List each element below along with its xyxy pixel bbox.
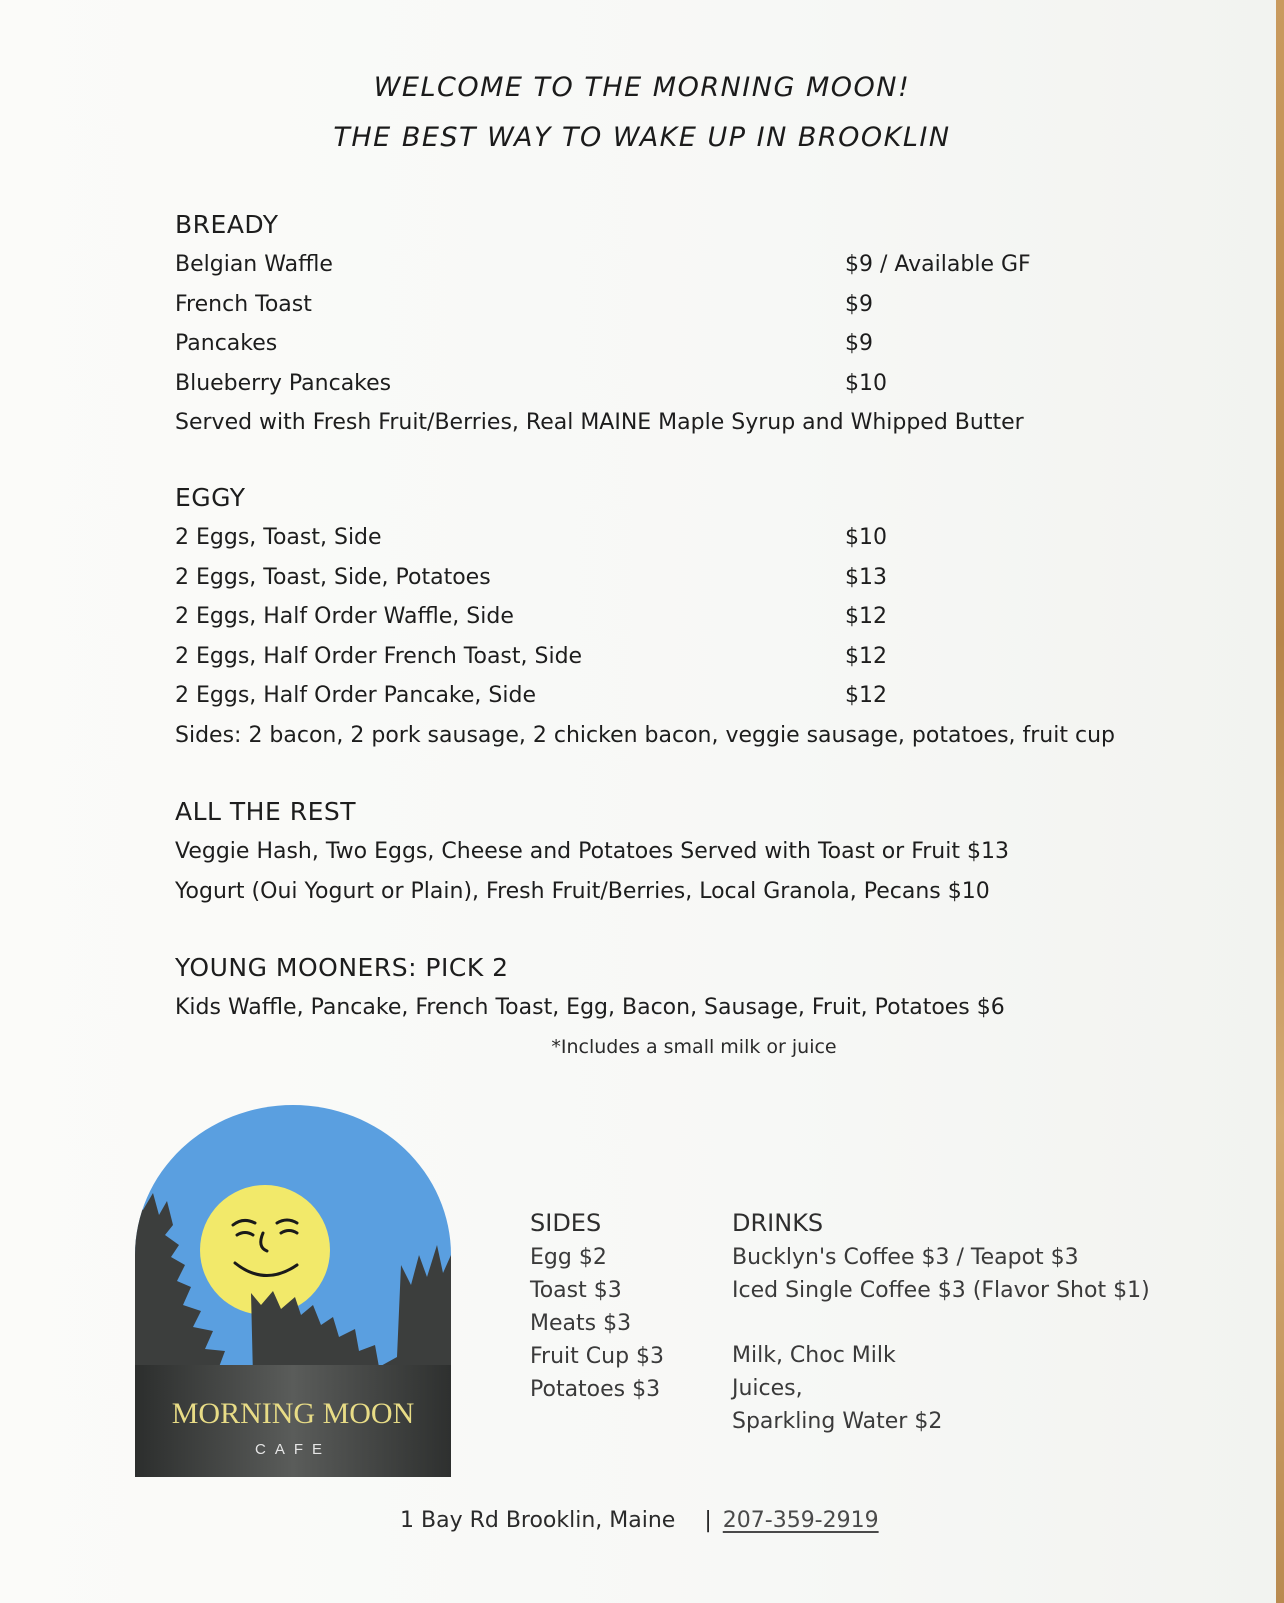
menu-item <box>175 245 1095 285</box>
item-price: $10 <box>845 525 887 550</box>
item-price: $9 / Available GF <box>845 252 1031 277</box>
item-price: $9 <box>845 291 873 317</box>
address: 1 Bay Rd Brooklin, Maine <box>400 1508 676 1533</box>
section-all-the-rest <box>175 792 1095 911</box>
section-note: Sides: 2 bacon, 2 pork sausage, 2 chicken bacon, veggie sausage, potatoes, fruit cup <box>175 722 1115 748</box>
menu-item <box>175 324 1095 364</box>
section-bready <box>175 205 1095 443</box>
drink-item: Juices, <box>732 1376 803 1401</box>
item-price: $9 <box>845 331 873 356</box>
item-name: Belgian Waffle <box>175 252 333 277</box>
footer <box>400 1508 879 1533</box>
side-item: Potatoes $3 <box>530 1377 661 1402</box>
item-name: Pancakes <box>175 331 278 356</box>
item-price: $10 <box>845 370 887 396</box>
drink-item: Milk, Choc Milk <box>732 1343 896 1368</box>
menu-item <box>175 637 1095 677</box>
item-name: French Toast <box>175 291 312 317</box>
menu-item <box>175 597 1095 637</box>
section-eggy <box>175 478 1115 755</box>
welcome-title: WELCOME TO THE MORNING MOON! <box>373 72 911 103</box>
item-price: $12 <box>845 643 887 669</box>
section-heading: ALL THE REST <box>175 797 357 826</box>
item-name: 2 Eggs, Half Order Pancake, Side <box>175 683 536 708</box>
sides-column <box>530 1205 664 1406</box>
menu-item: Yogurt (Oui Yogurt or Plain), Fresh Fruit/Berries, Local Granola, Pecans $10 <box>175 878 990 904</box>
section-note: Served with Fresh Fruit/Berries, Real MAINE Maple Syrup and Whipped Butter <box>175 410 1024 435</box>
drinks-heading: DRINKS <box>732 1209 824 1237</box>
item-name: 2 Eggs, Toast, Side, Potatoes <box>175 564 491 590</box>
menu-item: Kids Waffle, Pancake, French Toast, Egg, Bacon, Sausage, Fruit, Potatoes $6 <box>175 995 1005 1020</box>
side-item: Egg $2 <box>530 1245 607 1270</box>
kids-footnote: *Includes a small milk or juice <box>551 1036 837 1058</box>
menu-item <box>175 558 1095 598</box>
side-item: Meats $3 <box>530 1311 632 1336</box>
logo-subtitle: CAFE <box>254 1441 332 1458</box>
item-price: $12 <box>845 604 887 629</box>
item-name: Blueberry Pancakes <box>175 370 392 396</box>
section-heading: BREADY <box>175 210 279 239</box>
menu-item <box>175 518 1095 558</box>
sides-heading: SIDES <box>530 1209 602 1237</box>
item-name: 2 Eggs, Toast, Side <box>175 525 382 550</box>
welcome-subtitle: THE BEST WAY TO WAKE UP IN BROOKLIN <box>333 122 951 153</box>
menu-item: Veggie Hash, Two Eggs, Cheese and Potatoes Served with Toast or Fruit $13 <box>175 839 1009 864</box>
section-heading: EGGY <box>175 483 246 512</box>
drinks-column <box>732 1205 1150 1438</box>
menu-item <box>175 364 1095 404</box>
side-item: Toast $3 <box>530 1278 622 1303</box>
footer-separator: | <box>704 1508 712 1533</box>
section-young-mooners <box>175 948 1095 1028</box>
menu-item <box>175 676 1095 716</box>
drink-item: Bucklyn's Coffee $3 / Teapot $3 <box>732 1245 1079 1270</box>
item-name: 2 Eggs, Half Order Waffle, Side <box>175 604 514 629</box>
morning-moon-logo <box>135 1105 451 1477</box>
phone-number[interactable]: 207-359-2919 <box>722 1508 879 1533</box>
item-price: $13 <box>845 564 887 590</box>
table-edge <box>1276 0 1284 1603</box>
item-price: $12 <box>845 683 887 708</box>
menu-item <box>175 285 1095 325</box>
section-heading: YOUNG MOONERS: PICK 2 <box>175 953 509 982</box>
drink-item: Iced Single Coffee $3 (Flavor Shot $1) <box>732 1278 1150 1303</box>
item-name: 2 Eggs, Half Order French Toast, Side <box>175 643 583 669</box>
side-item: Fruit Cup $3 <box>530 1344 665 1369</box>
drink-item: Sparkling Water $2 <box>732 1409 943 1434</box>
logo-name: MORNING MOON <box>171 1397 415 1430</box>
